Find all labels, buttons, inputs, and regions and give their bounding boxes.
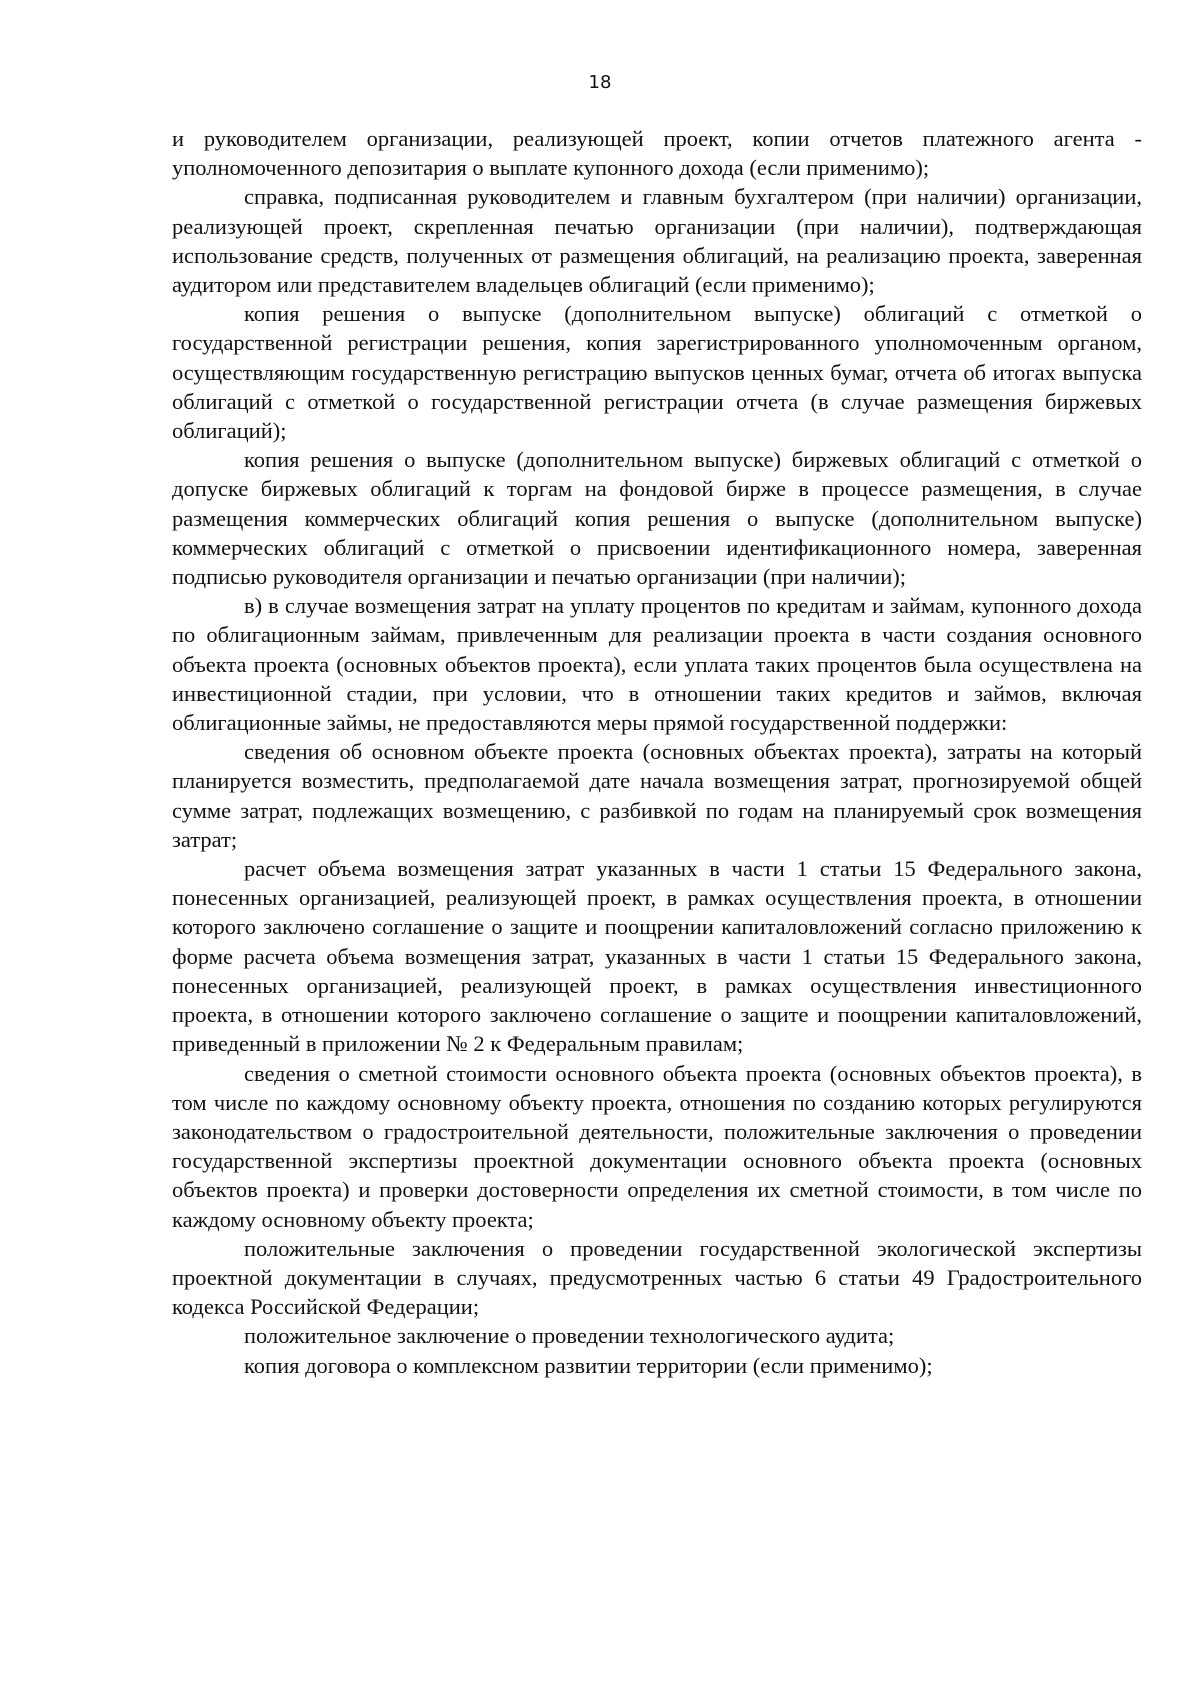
paragraph: копия договора о комплексном развитии территории (если применимо); <box>244 1352 933 1378</box>
paragraph: расчет объема возмещения затрат указанных в части 1 статьи 15 Федерального закона, понесенных организацией, реализующей проект, в рамках осуществления проекта, в отношении которого заключено соглашение о защите и поощрении капиталовложений согласно приложению к форме расчета объема возмещения затрат, указанных в части 1 статьи 15 Федерального закона, понесенных организацией, реализующей проект, в рамках осуществления инвестиционного проекта, в отношении которого заключено соглашение о защите и поощрении капиталовложений, приведенный в приложении № 2 к Федеральным правилам; <box>172 856 1142 1057</box>
paragraph: положительные заключения о проведении государственной экологической экспертизы проектной документации в случаях, предусмотренных частью 6 статьи 49 Градостроительного кодекса Российской Федерации; <box>172 1235 1142 1320</box>
paragraph: копия решения о выпуске (дополнительном выпуске) облигаций с отметкой о государственной регистрации решения, копия зарегистрированного уполномоченным органом, осуществляющим государственную регистрацию выпусков ценных бумаг, отчета об итогах выпуска облигаций с отметкой о государственной регистрации отчета (в случае размещения биржевых облигаций); <box>172 301 1142 444</box>
page-number: 18 <box>588 72 612 93</box>
paragraph: сведения об основном объекте проекта (основных объектах проекта), затраты на который планируется возместить, предполагаемой дате начала возмещения затрат, прогнозируемой общей сумме затрат, подлежащих возмещению, с разбивкой по годам на планируемый срок возмещения затрат; <box>172 739 1142 852</box>
document-body <box>172 124 1142 1380</box>
paragraph: копия решения о выпуске (дополнительном выпуске) биржевых облигаций с отметкой о допуске биржевых облигаций к торгам на фондовой бирже в процессе размещения, в случае размещения коммерческих облигаций копия решения о выпуске (дополнительном выпуске) коммерческих облигаций с отметкой о присвоении идентификационного номера, заверенная подписью руководителя организации и печатью организации (при наличии); <box>172 447 1142 590</box>
paragraph: сведения о сметной стоимости основного объекта проекта (основных объектов проекта), в том числе по каждому основному объекту проекта, отношения по созданию которых регулируются законодательством о градостроительной деятельности, положительные заключения о проведении государственной экспертизы проектной документации основного объекта проекта (основных объектов проекта) и проверки достоверности определения их сметной стоимости, в том числе по каждому основному объекту проекта; <box>172 1060 1142 1232</box>
paragraph: в) в случае возмещения затрат на уплату процентов по кредитам и займам, купонного дохода по облигационным займам, привлеченным для реализации проекта в части создания основного объекта проекта (основных объектов проекта), если уплата таких процентов была осуществлена на инвестиционной стадии, при условии, что в отношении таких кредитов и займов, включая облигационные займы, не предоставляются меры прямой государственной поддержки: <box>172 593 1142 736</box>
paragraph: справка, подписанная руководителем и главным бухгалтером (при наличии) организации, реализующей проект, скрепленная печатью организации (при наличии), подтверждающая использование средств, полученных от размещения облигаций, на реализацию проекта, заверенная аудитором или представителем владельцев облигаций (если применимо); <box>172 184 1142 298</box>
paragraph: положительное заключение о проведении технологического аудита; <box>244 1323 895 1349</box>
paragraph: и руководителем организации, реализующей проект, копии отчетов платежного агента - уполномоченного депозитария о выплате купонного дохода (если применимо); <box>172 126 1142 181</box>
